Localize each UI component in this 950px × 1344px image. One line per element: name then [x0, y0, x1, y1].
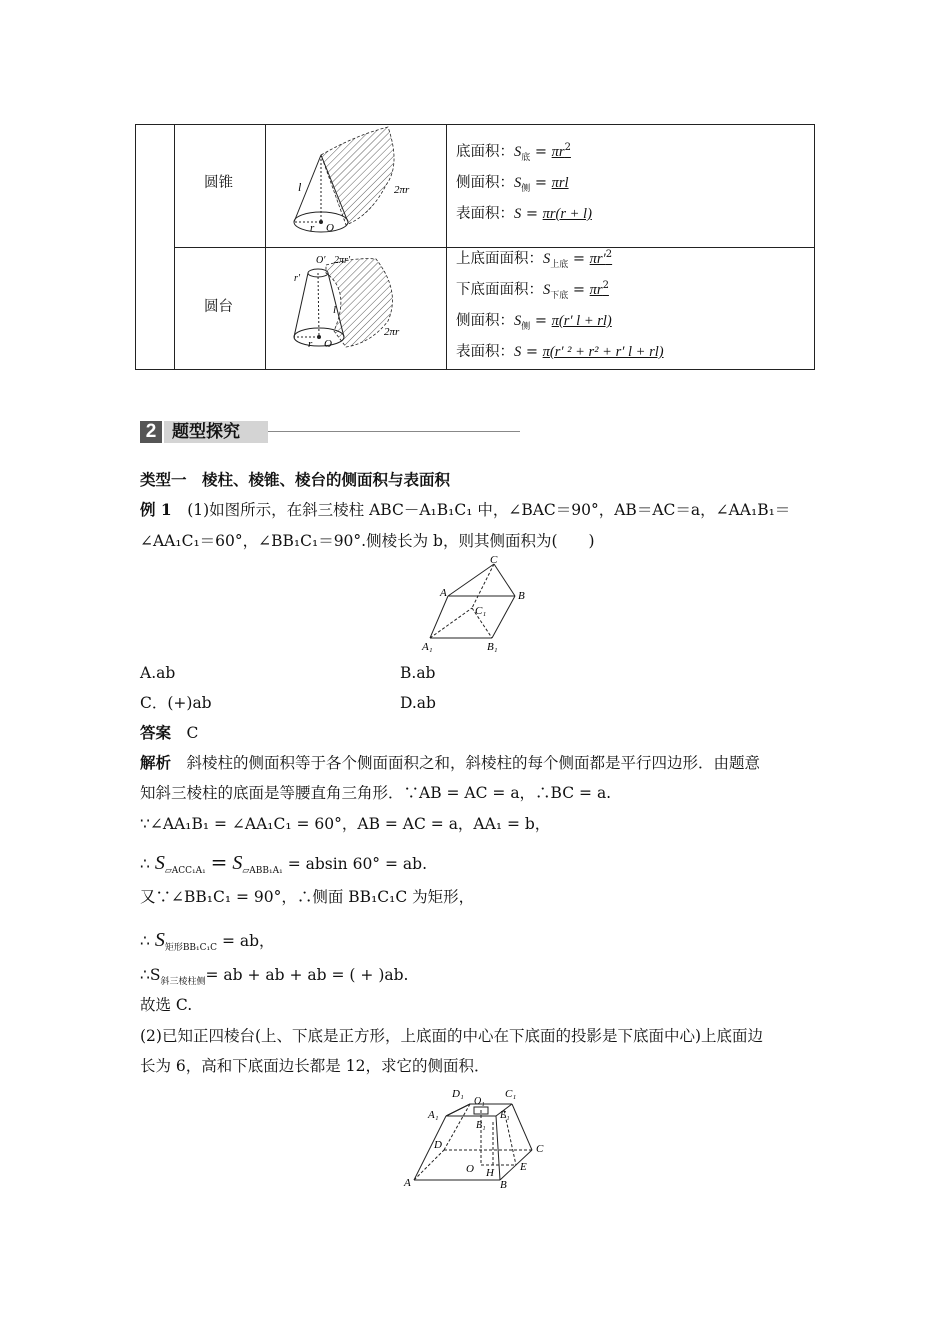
- svg-text:2πr′: 2πr′: [334, 255, 351, 266]
- row-name-frustum: 圆台: [204, 299, 233, 315]
- analysis-line: 解析 斜棱柱的侧面积等于各个侧面面积之和，斜棱柱的每个侧面都是平行四边形．由题意: [140, 753, 761, 772]
- formula-line: 上底面面积：$S_{上底} = \pi r'^2$: [456, 249, 613, 270]
- frustum-pyramid-figure: [400, 1082, 550, 1192]
- svg-text:B₁: B₁: [487, 641, 498, 653]
- svg-text:r′: r′: [294, 273, 301, 284]
- svg-text:D: D: [434, 1139, 442, 1151]
- svg-text:r: r: [308, 338, 313, 350]
- svg-text:O: O: [326, 222, 334, 234]
- svg-text:O₁: O₁: [474, 1096, 485, 1107]
- svg-text:A₁: A₁: [428, 1109, 439, 1121]
- svg-text:O: O: [324, 338, 332, 350]
- row-name-cone: 圆锥: [204, 175, 233, 191]
- formula-line: 下底面面积：$S_{下底} = \pi r^2$: [456, 280, 609, 301]
- cone-figure: [276, 125, 441, 243]
- analysis-line: 知斜三棱柱的底面是等腰直角三角形．∵AB = AC = a，∴BC = a.: [140, 784, 612, 802]
- svg-text:2πr: 2πr: [394, 184, 410, 196]
- svg-text:A: A: [404, 1177, 411, 1189]
- analysis-line: ∴ $S_{▱ACC_1A_1} = S_{▱ABB_1A_1} = absin$ 60° = ab.: [140, 850, 427, 877]
- svg-text:O: O: [466, 1163, 474, 1175]
- svg-text:D₁: D₁: [452, 1088, 464, 1100]
- formula-line: 底面积：$S_底 = \pi r^2$: [456, 142, 571, 163]
- svg-text:O′: O′: [316, 255, 326, 266]
- svg-text:A₁: A₁: [422, 641, 433, 653]
- svg-text:B: B: [500, 1179, 507, 1191]
- svg-text:E₁: E₁: [500, 1110, 510, 1121]
- example2-line2: 长为 6，高和下底面边长都是 12，求它的侧面积．: [140, 1057, 490, 1075]
- svg-text:A: A: [440, 587, 447, 599]
- svg-text:E: E: [520, 1161, 527, 1173]
- svg-text:C₁: C₁: [475, 605, 487, 617]
- svg-text:C: C: [490, 556, 498, 566]
- example1-line2: ∠AA₁C₁＝60°，∠BB₁C₁＝90°.侧棱长为 b，则其侧面积为( ): [140, 532, 595, 550]
- svg-text:l: l: [298, 180, 302, 194]
- formula-line: 侧面积：$S_侧 = \pi(r'$ l + rl): [456, 313, 612, 332]
- analysis-line: ∵∠AA₁B₁ = ∠AA₁C₁ = 60°，AB = AC = a，AA₁ = b，: [140, 815, 551, 833]
- formula-line: 侧面积：$S_侧 = \pi rl$: [456, 175, 569, 194]
- frustum-figure: [276, 251, 441, 369]
- svg-text:B: B: [518, 590, 525, 602]
- formula-line: 表面积：S = π(r′ ² + r² + r′ l + rl): [456, 344, 664, 360]
- formula-line: 表面积：S = πr(r + l): [456, 206, 592, 222]
- section-title: 题型探究: [172, 422, 240, 442]
- svg-text:B₁: B₁: [476, 1120, 486, 1131]
- example1-line1: 例 1 (1)如图所示，在斜三棱柱 ABC－A₁B₁C₁ 中，∠BAC＝90°，AB＝AC＝a，∠AA₁B₁＝: [140, 500, 791, 519]
- svg-text:C₁: C₁: [505, 1088, 517, 1100]
- example2-line1: (2)已知正四棱台(上、下底是正方形，上底面的中心在下底面的投影是下底面中心)上底面边: [140, 1027, 764, 1045]
- svg-text:2πr: 2πr: [384, 326, 400, 338]
- svg-text:r: r: [310, 222, 315, 234]
- answer: 答案 C: [140, 723, 199, 742]
- analysis-line: $\therefore S_{斜三棱柱侧}=$ ab + ab + ab = ( + )ab.: [140, 966, 409, 988]
- analysis-line: 故选 C.: [140, 996, 193, 1014]
- analysis-line: 又∵∠BB₁C₁ = 90°，∴侧面 BB₁C₁C 为矩形，: [140, 888, 475, 906]
- section-rule: [268, 431, 520, 432]
- table-divider: [174, 247, 814, 248]
- section-number: 2: [140, 421, 162, 443]
- option-c: C．(+)ab: [140, 694, 212, 712]
- svg-text:H: H: [486, 1167, 494, 1179]
- formula-table: [135, 124, 815, 370]
- option-d: D.ab: [400, 694, 436, 712]
- svg-text:l: l: [333, 304, 337, 316]
- option-b: B.ab: [400, 664, 436, 682]
- analysis-line: ∴ $S_{矩形BB_1C_1C}$ = ab，: [140, 929, 275, 954]
- type-heading: 类型一 棱柱、棱锥、棱台的侧面积与表面积: [140, 470, 451, 489]
- svg-text:C: C: [536, 1143, 544, 1155]
- prism-figure: [420, 556, 530, 654]
- option-a: A.ab: [140, 664, 176, 682]
